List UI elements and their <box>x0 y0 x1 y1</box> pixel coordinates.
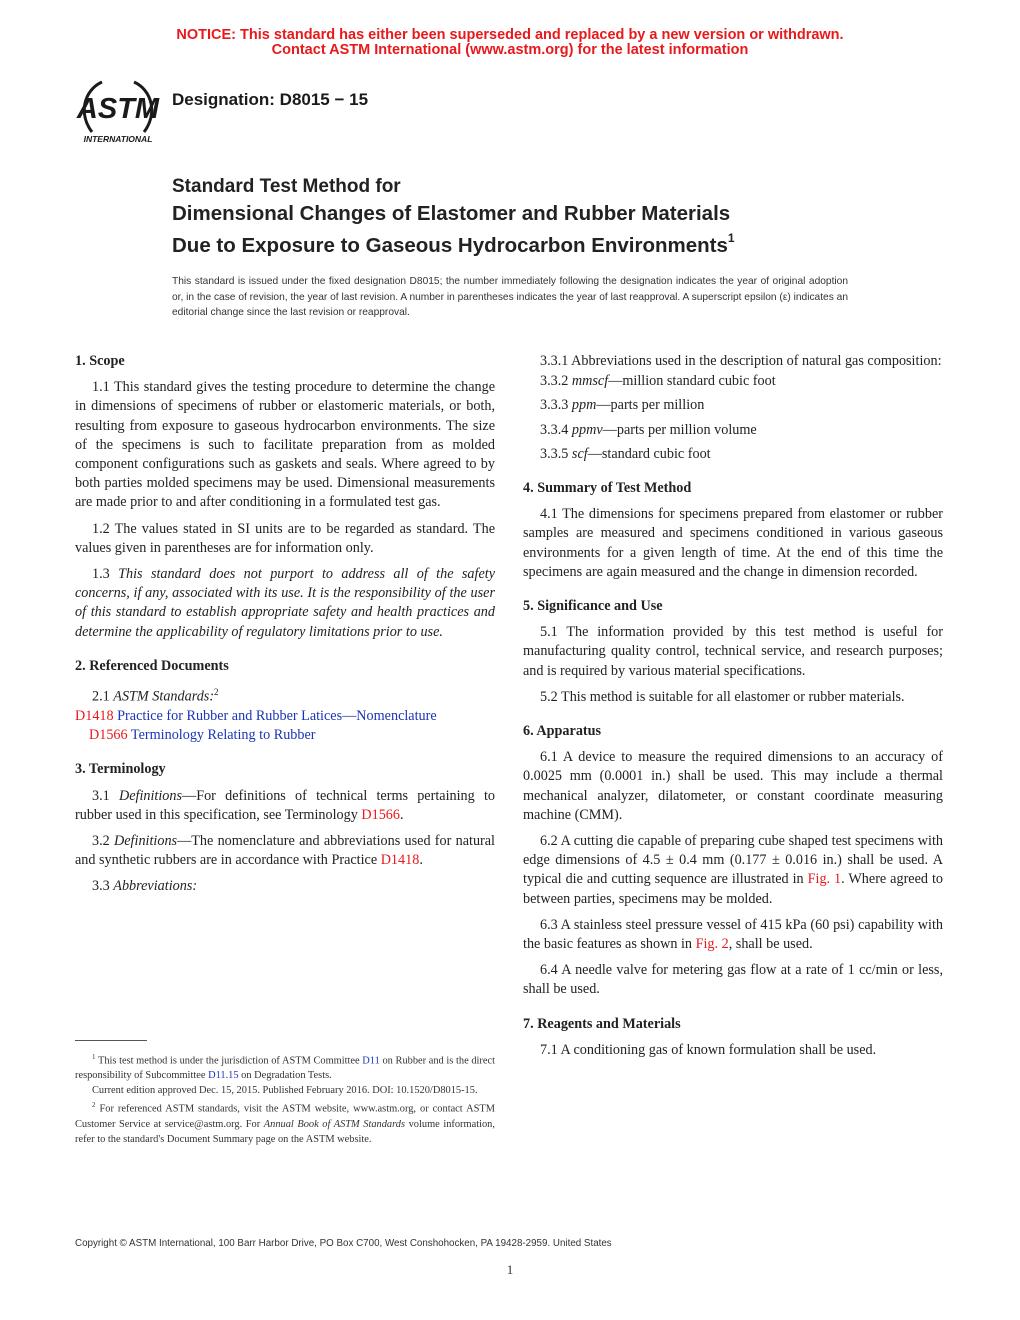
paragraph-3-3-1: 3.3.1 Abbreviations used in the description of natural gas composition: <box>540 353 942 369</box>
paragraph-3-3: 3.3 Abbreviations: <box>92 878 198 895</box>
abbr-ppmv: 3.3.4 ppmv—parts per million volume <box>540 421 757 438</box>
footnote-1-edition: Current edition approved Dec. 15, 2015. Published February 2016. DOI: 10.1520/D8015-15. <box>92 1085 478 1097</box>
notice-line-2: Contact ASTM International (www.astm.org) for the latest information <box>271 42 749 58</box>
designation: Designation: D8015 − 15 <box>172 90 369 109</box>
section-5-heading: 5. Significance and Use <box>523 598 663 615</box>
section-7-heading: 7. Reagents and Materials <box>523 1015 681 1032</box>
paragraph-1-2: 1.2 The values stated in SI units are to be regarded as standard. The values given in parentheses are for information only. <box>75 520 495 556</box>
abbr-ppm: 3.3.3 ppm—parts per million <box>540 397 705 414</box>
link-d11[interactable]: D11 <box>362 1055 380 1067</box>
title-line-1: Standard Test Method for <box>172 176 401 197</box>
paragraph-3-2: 3.2 Definitions—The nomenclature and abbreviations used for natural and synthetic rubbers are in accordance with Practice D1418. <box>75 833 496 869</box>
paragraph-5-2: 5.2 This method is suitable for all elastomer or rubber materials. <box>540 688 905 705</box>
footnote-divider <box>75 1040 147 1041</box>
section-2-heading: 2. Referenced Documents <box>75 657 229 674</box>
paragraph-6-4: 6.4 A needle valve for metering gas flow at a rate of 1 cc/min or less, shall be used. <box>523 962 943 998</box>
left-column-body <box>75 352 495 897</box>
footnote-1: $^1$ This test method is under the jurisdiction of ASTM Committee D11 on Rubber and is the direct responsibility of Subcommittee D11.15 on Degradation Tests. <box>75 1053 495 1082</box>
paragraph-1-1: 1.1 This standard gives the testing procedure to determine the change in dimensions of specimens of rubber or elastomeric materials, or both, resulting from exposure to gaseous hydrocarbon environments. The size of the specimens is such to facilitate preparation from as molded component configurations such as gaskets and seals. Where agreed to by both parties molded specimens may be used. Dimensional measurements are made prior to and after conditioning in a formulated test gas. <box>75 379 495 511</box>
paragraph-2-1: 2.1 ASTM Standards:$^2$ <box>92 687 219 705</box>
paragraph-7-1: 7.1 A conditioning gas of known formulation shall be used. <box>540 1041 877 1058</box>
link-d11-15[interactable]: D11.15 <box>208 1070 239 1082</box>
section-3-heading: 3. Terminology <box>75 761 166 778</box>
logo-subtext: INTERNATIONAL <box>83 134 153 144</box>
link-fig-2[interactable]: Fig. 2 <box>695 936 729 953</box>
section-4-heading: 4. Summary of Test Method <box>523 480 692 497</box>
title-footnote-mark: 1 <box>727 231 735 245</box>
reference-d1566[interactable]: D1566 Terminology Relating to Rubber <box>89 727 316 744</box>
astm-logo <box>72 74 164 146</box>
section-1-heading: 1. Scope <box>75 353 125 369</box>
notice-line-1: NOTICE: This standard has either been superseded and replaced by a new version or withdrawn. <box>176 27 844 43</box>
footnotes <box>75 1050 495 1147</box>
paragraph-6-2: 6.2 A cutting die capable of preparing cube shaped test specimens with edge dimensions of 4.5 ± 0.4 mm (0.177 ± 0.016 in.) shall be used. A typical die and cutting sequence are illustrated in Fig. 1. Where agreed to between parties, specimens may be molded. <box>523 833 943 907</box>
copyright: Copyright © ASTM International, 100 Barr Harbor Drive, PO Box C700, West Conshohocken, PA 19428-2959. United States <box>75 1238 612 1249</box>
abbr-mmscf: 3.3.2 mmscf—million standard cubic foot <box>540 373 776 390</box>
paragraph-6-1: 6.1 A device to measure the required dimensions to an accuracy of 0.0025 mm (0.0001 in.) shall be used. This may include a thermal mechanical analyzer, dilatometer, or constant coordinate measuring machine (CMM). <box>523 749 943 823</box>
paragraph-5-1: 5.1 The information provided by this test method is useful for manufacturing quality control, technical service, and research purposes; and is required by various material specifications. <box>523 624 943 679</box>
paragraph-1-3: 1.3 This standard does not purport to address all of the safety concerns, if any, associated with its use. It is the responsibility of the user of this standard to establish appropriate safety and health practices and determine the applicability of regulatory limitations prior to use. <box>75 566 495 640</box>
logo-letters: ASTM <box>76 93 160 125</box>
footnote-2: $^2$ For referenced ASTM standards, visit the ASTM website, www.astm.org, or contact ASTM Customer Service at service@astm.org. For Annual Book of ASTM Standards volume information, refer to the standard's Document Summary page on the ASTM website. <box>75 1101 495 1145</box>
paragraph-6-3: 6.3 A stainless steel pressure vessel of 415 kPa (60 psi) capability with the basic features as shown in Fig. 2, shall be used. <box>523 916 943 953</box>
link-fig-1[interactable]: Fig. 1 <box>807 871 842 888</box>
reference-d1418[interactable]: D1418 Practice for Rubber and Rubber Latices—Nomenclature <box>75 707 437 724</box>
abbr-scf: 3.3.5 scf—standard cubic foot <box>540 445 711 462</box>
title-line-2: Dimensional Changes of Elastomer and Rubber Materials <box>172 202 731 225</box>
preamble: This standard is issued under the fixed designation D8015; the number immediately following the designation indicates the year of original adoption or, in the case of revision, the year of last revision. A number in parentheses indicates the year of last reapproval. A superscript epsilon (ε) indicates an editorial change since the last revision or reapproval. <box>172 276 848 318</box>
title-line-3: Due to Exposure to Gaseous Hydrocarbon Environments$^1$ <box>172 231 735 257</box>
paragraph-4-1: 4.1 The dimensions for specimens prepared from elastomer or rubber samples are measured and specimens conditioned in various gaseous environments for a given length of time. At the end of this time the specimens are again measured and the change in dimension recorded. <box>523 506 943 580</box>
page-number: 1 <box>506 1262 514 1277</box>
right-column <box>523 352 943 1060</box>
link-d1418[interactable]: D1418 <box>380 852 420 869</box>
link-d1566[interactable]: D1566 <box>361 806 400 823</box>
section-6-heading: 6. Apparatus <box>523 723 602 740</box>
paragraph-3-1: 3.1 Definitions—For definitions of technical terms pertaining to rubber used in this specification, see Terminology D1566. <box>75 787 495 823</box>
